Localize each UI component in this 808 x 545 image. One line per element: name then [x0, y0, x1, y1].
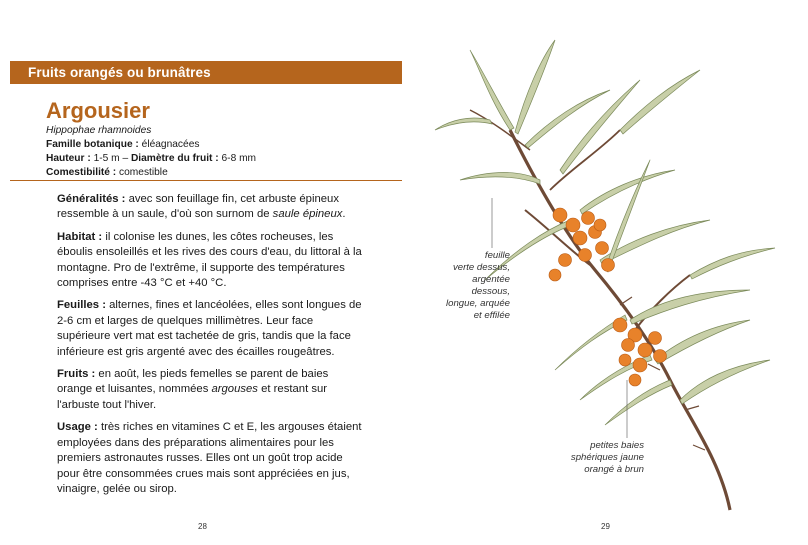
generalites-text2: . [342, 208, 346, 221]
diameter-value: 6-8 mm [221, 153, 257, 164]
feuilles-label: Feuilles : [57, 299, 106, 312]
generalites-emphasis: saule épineux [272, 208, 343, 221]
paragraph-feuilles [57, 298, 363, 360]
family-label: Famille botanique : [46, 139, 139, 150]
plant-title: Argousier [46, 98, 150, 123]
fruits-emphasis: argouses [211, 383, 258, 396]
usage-text: très riches en vitamines C et E, les argouses étaient employées dans des préparations alimentaires pour les premiers astronautes russes. Elles ont un goût trop acide pour être consommées crues mais sont appréciées en jus, vinaigre, gelée ou sirop. [57, 421, 362, 495]
edibility-label: Comestibilité : [46, 167, 117, 178]
latin-name: Hippophae rhamnoides [46, 125, 152, 136]
diameter-label: Diamètre du fruit : [130, 153, 219, 164]
habitat-label: Habitat : [57, 230, 103, 243]
description-text [57, 192, 363, 504]
size-separator: – [119, 153, 131, 164]
paragraph-habitat [57, 230, 363, 292]
page-number-left: 28 [198, 522, 207, 531]
section-banner: Fruits orangés ou brunâtres [10, 61, 402, 84]
height-value: 1-5 m [93, 153, 120, 164]
paragraph-fruits [57, 367, 363, 413]
family-value: éléagnacées [141, 139, 200, 150]
generalites-text1: avec son feuillage fin, cet arbuste épineux ressemble à un saule, d'où son surnom de [57, 193, 339, 221]
plant-metadata [46, 124, 256, 180]
paragraph-usage [57, 420, 363, 497]
divider-rule [10, 180, 402, 181]
generalites-label: Généralités : [57, 193, 126, 205]
feuilles-text: alternes, fines et lancéolées, elles sont longues de 2-6 cm et larges de quelques millimètres. Leur face supérieure vert mat est tachetée de gris, tandis que la face inférieure est gris argenté avec des écailles rougeâtres. [57, 299, 362, 358]
fruits-label: Fruits : [57, 368, 96, 381]
size-line [46, 152, 256, 166]
leaf-annotation: feuille verte dessus, argentée dessous, longue, arquée et effilée [445, 250, 510, 321]
height-label: Hauteur : [46, 153, 91, 164]
fruits-text1: en août, les pieds femelles se parent de baies orange et luisantes, nommées [57, 368, 329, 396]
paragraph-generalites [57, 192, 363, 223]
fruits-text2: et restant sur l'arbuste tout l'hiver. [57, 383, 328, 411]
edibility-value: comestible [119, 167, 168, 178]
edibility-line [46, 166, 256, 180]
habitat-text: il colonise les dunes, les côtes rocheuses, les éboulis ensoleillés et les rives des cours d'eau, du littoral à la montagne. Pro de l'extrême, il supporte des températures comprises entre -43 °C et +40 °C. [57, 230, 362, 290]
berry-annotation: petites baies sphériques jaune orangé à brun [570, 440, 644, 475]
page-number-right: 29 [601, 522, 610, 531]
family-line [46, 138, 256, 152]
usage-label: Usage : [57, 421, 98, 434]
